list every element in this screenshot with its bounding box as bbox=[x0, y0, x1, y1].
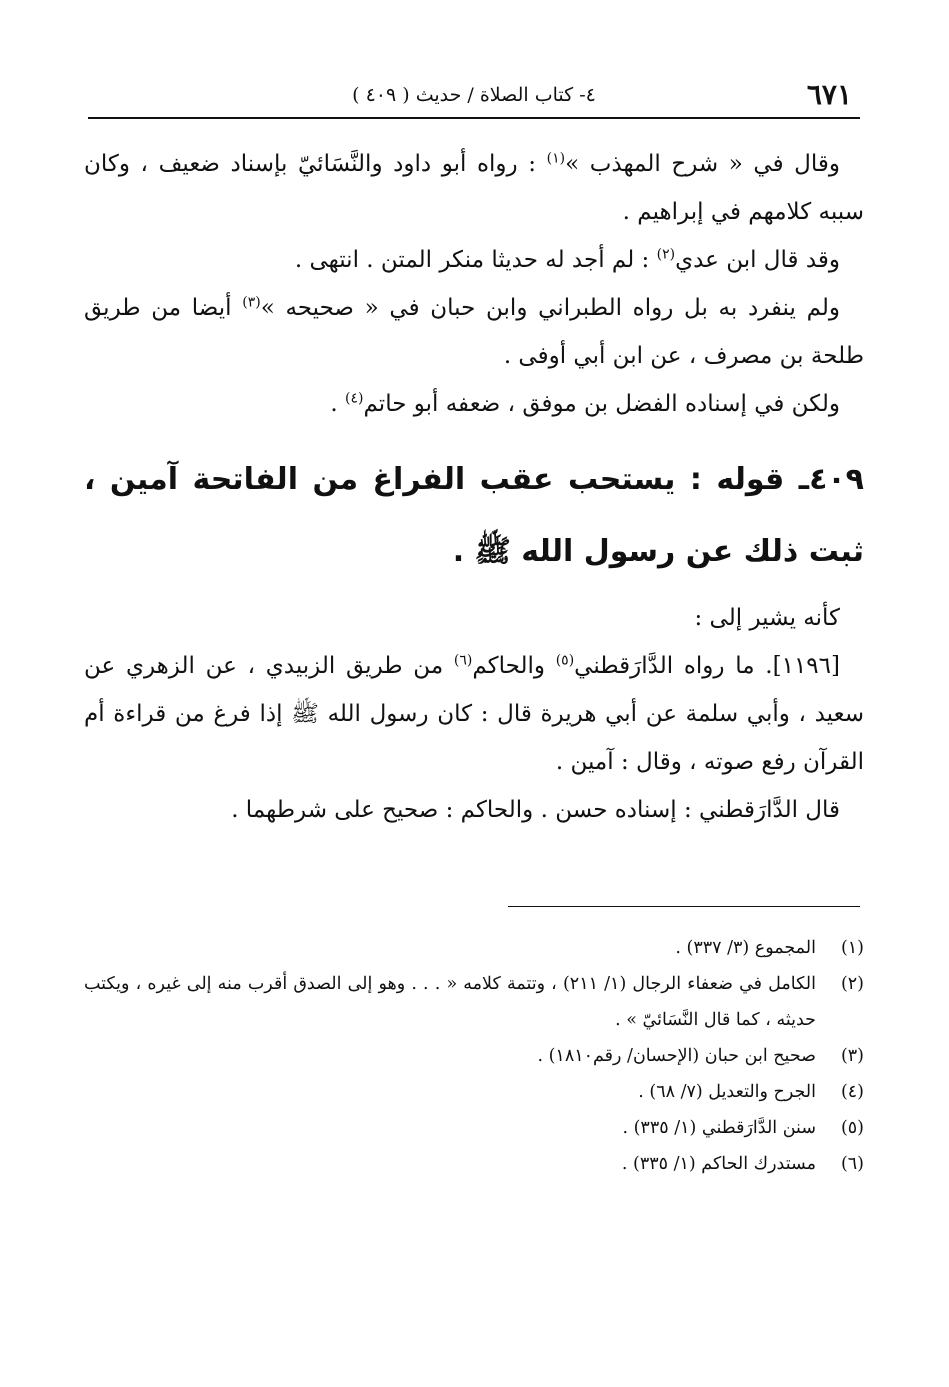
footnote-item bbox=[84, 1110, 864, 1146]
footnotes-section bbox=[84, 930, 864, 1182]
footnote-ref[interactable]: (٥) bbox=[555, 652, 575, 669]
footnote-separator bbox=[508, 906, 860, 907]
footnote-text: مستدرك الحاكم (١/ ٣٣٥) . bbox=[621, 1154, 816, 1174]
footnote-text: الكامل في ضعفاء الرجال (١/ ٢١١) ، وتتمة كلامه « . . . وهو إلى الصدق أقرب منه إلى غيره ، ويكتب حديثه ، كما قال النَّسَائيّ » . bbox=[84, 974, 816, 1030]
footnote-text: الجرح والتعديل (٧/ ٦٨) . bbox=[638, 1082, 816, 1102]
footnote-item bbox=[84, 1146, 864, 1182]
paragraph-grading: قال الدَّارَقطني : إسناده حسن . والحاكم : صحيح على شرطهما . bbox=[231, 797, 840, 823]
header-rule bbox=[88, 117, 860, 119]
footnote-ref[interactable]: (٢) bbox=[656, 246, 676, 263]
paragraph-tabarani: ولم ينفرد به بل رواه الطبراني وابن حبان في « صحيحه »$^{(٣)}$ أيضا من طريق طلحة بن مصرف ، عن ابن أبي أوفى . bbox=[84, 294, 864, 369]
page-number: ٦٧١ bbox=[806, 78, 852, 111]
footnote-item bbox=[84, 930, 864, 966]
footnote-text: المجموع (٣/ ٣٣٧) . bbox=[675, 938, 816, 958]
paragraph-ibn-adi: وقد قال ابن عدي$^{(٢)}$ : لم أجد له حديثا منكر المتن . انتهى . bbox=[294, 246, 840, 273]
footnote-number: (٣) bbox=[840, 1046, 864, 1066]
footnote-ref[interactable]: (٤) bbox=[345, 390, 364, 407]
footnote-item bbox=[84, 1074, 864, 1110]
paragraph-sharh-muhadhdhab: وقال في « شرح المهذب »$^{(١)}$ : رواه أبو داود والنَّسَائيّ بإسناد ضعيف ، وكان سببه كلامهم في إبراهيم . bbox=[84, 150, 864, 225]
footnote-ref[interactable]: (١) bbox=[546, 150, 566, 167]
footnote-item bbox=[84, 1038, 864, 1074]
main-text bbox=[84, 140, 864, 834]
footnote-item bbox=[84, 966, 864, 1038]
footnote-number: (٢) bbox=[840, 974, 864, 994]
footnote-text: صحيح ابن حبان (الإحسان/ رقم١٨١٠) . bbox=[537, 1046, 816, 1066]
paragraph-narration: [١١٩٦]. ما رواه الدَّارَقطني$^{(٥)}$ والحاكم$^{(٦)}$ من طريق الزبيدي ، عن الزهري عن سعيد ، وأبي سلمة عن أبي هريرة قال : كان رسول الله ﷺ إذا فرغ من قراءة أم القرآن رفع صوته ، وقال : آمين . bbox=[84, 652, 864, 775]
footnote-number: (٥) bbox=[840, 1118, 864, 1138]
footnote-number: (٦) bbox=[840, 1154, 864, 1174]
footnote-ref[interactable]: (٣) bbox=[242, 294, 261, 311]
footnote-number: (١) bbox=[840, 938, 864, 958]
hadith-heading: ٤٠٩ـ قوله : يستحب عقب الفراغ من الفاتحة آمين ، ثبت ذلك عن رسول الله ﷺ . bbox=[84, 462, 864, 569]
footnote-number: (٤) bbox=[840, 1082, 864, 1102]
page-header bbox=[88, 72, 860, 118]
running-head: ٤- كتاب الصلاة / حديث ( ٤٠٩ ) bbox=[352, 84, 596, 106]
paragraph-intro: كأنه يشير إلى : bbox=[694, 605, 840, 631]
footnote-ref[interactable]: (٦) bbox=[453, 652, 473, 669]
paragraph-isnad: ولكن في إسناده الفضل بن موفق ، ضعفه أبو حاتم$^{(٤)}$ . bbox=[330, 390, 840, 417]
footnote-text: سنن الدَّارَقطني (١/ ٣٣٥) . bbox=[622, 1118, 816, 1138]
